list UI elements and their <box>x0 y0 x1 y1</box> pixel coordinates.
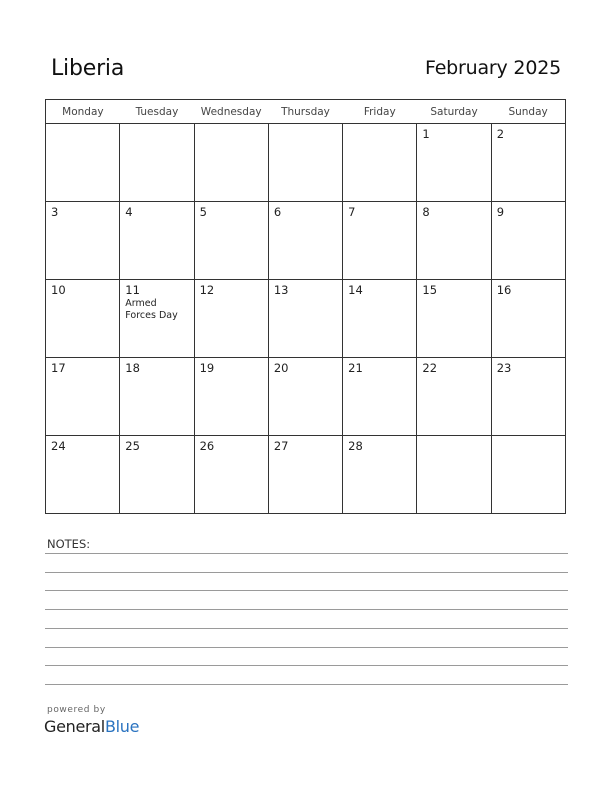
weekday-sunday: Sunday <box>491 100 565 124</box>
notes-label: NOTES: <box>47 537 91 551</box>
weekday-friday: Friday <box>343 100 417 124</box>
note-line <box>45 684 568 685</box>
day-cell <box>343 124 417 202</box>
day-number: 20 <box>273 361 289 375</box>
week-row-5 <box>46 436 566 514</box>
day-number <box>46 124 119 127</box>
note-line <box>45 628 568 629</box>
day-number <box>492 436 565 439</box>
country-title: Liberia <box>51 56 125 81</box>
note-line <box>45 665 568 666</box>
day-cell <box>417 280 491 358</box>
day-cell <box>194 436 268 514</box>
day-cell <box>46 358 120 436</box>
day-number <box>343 124 416 127</box>
day-number: 3 <box>51 205 59 219</box>
day-cell <box>491 436 565 514</box>
note-line <box>45 553 568 554</box>
day-number: 9 <box>496 205 505 219</box>
day-number: 12 <box>199 283 215 297</box>
week-row-3 <box>46 280 566 358</box>
brand-logo <box>44 717 139 736</box>
day-cell <box>120 436 194 514</box>
month-year-title: February 2025 <box>425 57 561 79</box>
day-cell <box>194 280 268 358</box>
week-row-1 <box>46 124 566 202</box>
weekday-header-row <box>46 100 566 124</box>
note-line <box>45 647 568 648</box>
day-cell <box>417 436 491 514</box>
day-cell <box>417 358 491 436</box>
day-cell <box>343 436 417 514</box>
day-number: 23 <box>496 361 512 375</box>
day-number <box>417 436 490 439</box>
day-cell <box>491 202 565 280</box>
note-line <box>45 572 568 573</box>
day-cell <box>120 280 194 358</box>
day-cell <box>46 280 120 358</box>
note-line <box>45 609 568 610</box>
day-number: 2 <box>496 127 505 141</box>
day-number: 25 <box>125 439 140 453</box>
day-cell <box>491 358 565 436</box>
day-number: 4 <box>125 205 133 219</box>
day-number: 10 <box>51 283 66 297</box>
day-number: 7 <box>348 205 356 219</box>
day-number: 16 <box>496 283 512 297</box>
day-number <box>120 124 193 127</box>
holiday-label: Armed Forces Day <box>125 298 178 321</box>
week-row-2 <box>46 202 566 280</box>
day-number: 15 <box>422 283 438 297</box>
day-cell <box>491 280 565 358</box>
day-number: 11 <box>125 283 140 297</box>
week-row-4 <box>46 358 566 436</box>
day-cell <box>268 436 342 514</box>
day-number: 5 <box>199 205 207 219</box>
day-number: 13 <box>273 283 289 297</box>
weekday-monday: Monday <box>46 100 120 124</box>
day-cell <box>46 436 120 514</box>
day-number <box>195 124 268 127</box>
day-cell <box>120 124 194 202</box>
calendar-grid <box>45 99 566 514</box>
day-cell <box>194 124 268 202</box>
day-number <box>269 124 342 127</box>
day-number: 24 <box>51 439 66 453</box>
day-cell <box>491 124 565 202</box>
day-number: 1 <box>422 127 430 141</box>
day-cell <box>194 358 268 436</box>
day-number: 28 <box>348 439 363 453</box>
day-cell <box>194 202 268 280</box>
day-cell <box>417 202 491 280</box>
day-cell <box>268 358 342 436</box>
powered-by-text: powered by <box>47 705 106 715</box>
day-cell <box>268 124 342 202</box>
day-number: 22 <box>422 361 438 375</box>
note-line <box>45 590 568 591</box>
day-number: 17 <box>51 361 66 375</box>
weekday-tuesday: Tuesday <box>120 100 194 124</box>
day-cell <box>268 280 342 358</box>
day-cell <box>268 202 342 280</box>
day-cell <box>343 358 417 436</box>
day-cell <box>46 124 120 202</box>
weekday-wednesday: Wednesday <box>194 100 268 124</box>
brand-name-general: General <box>44 717 105 736</box>
day-number: 19 <box>199 361 215 375</box>
day-number: 21 <box>348 361 363 375</box>
day-number: 14 <box>348 283 363 297</box>
day-number: 18 <box>125 361 140 375</box>
day-number: 26 <box>199 439 215 453</box>
weekday-thursday: Thursday <box>268 100 342 124</box>
day-number: 6 <box>273 205 282 219</box>
weekday-saturday: Saturday <box>417 100 491 124</box>
day-cell <box>46 202 120 280</box>
day-cell <box>343 280 417 358</box>
brand-name-blue: Blue <box>104 717 140 736</box>
day-number: 8 <box>422 205 430 219</box>
day-cell <box>343 202 417 280</box>
day-cell <box>120 202 194 280</box>
day-cell <box>120 358 194 436</box>
day-number: 27 <box>273 439 289 453</box>
day-cell <box>417 124 491 202</box>
